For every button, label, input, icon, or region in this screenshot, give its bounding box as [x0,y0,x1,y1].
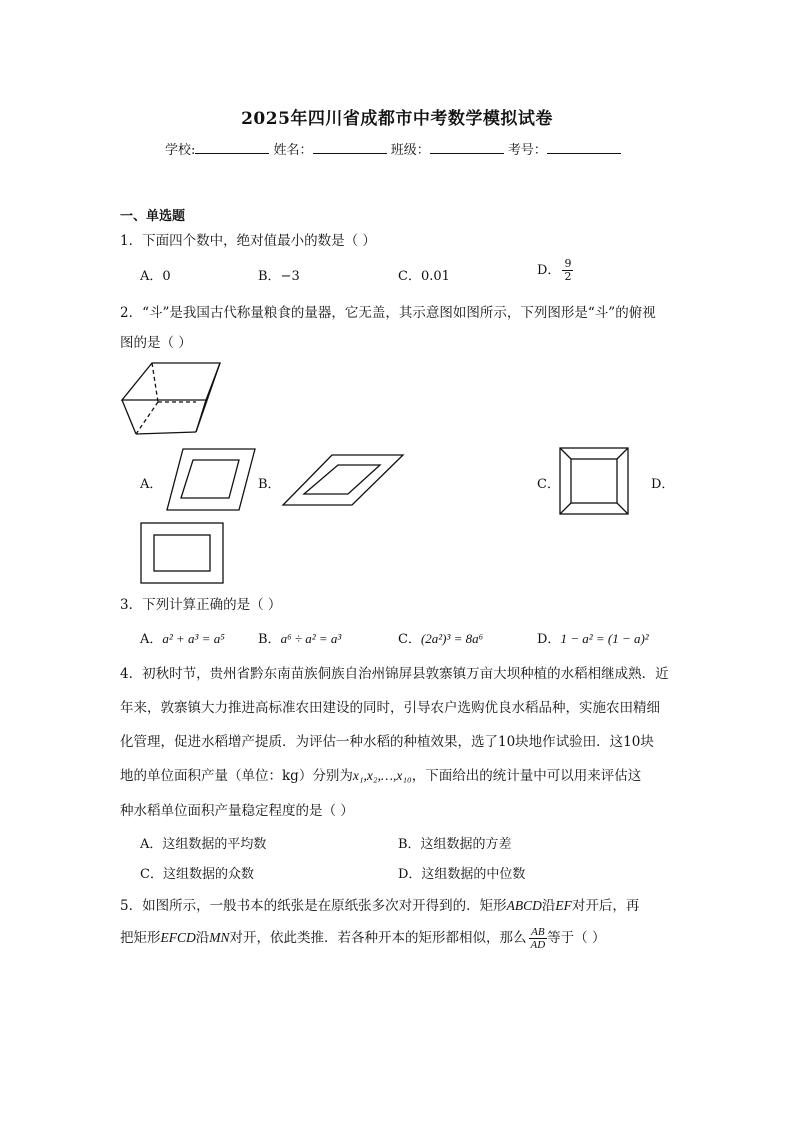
school-blank[interactable] [195,141,269,154]
question-4-line3: 化管理，促进水稻增产提质．为评估一种水稻的种植效果，选了10块地作试验田．这10块 [120,734,654,750]
q1-option-a: A．0 [140,269,171,284]
q2-option-b-label: B． [258,477,281,492]
q4-option-c: C．这组数据的众数 [140,867,254,882]
question-4-line2: 年来，敦寨镇大力推进高标准农田建设的同时，引导农户选购优良水稻品种，实施农田精细 [120,700,660,716]
q2-option-c-figure [558,446,630,516]
question-4-line5: 种水稻单位面积产量稳定程度的是（ ） [120,803,354,819]
fraction: $\frac{9}{2}$ [564,257,572,283]
q4-option-d: D．这组数据的中位数 [398,867,526,882]
section-heading: 一、单选题 [120,209,186,224]
outer-parallelogram [283,455,403,505]
question-5-line1: 5．如图所示，一般书本的纸张是在原纸张多次对开得到的．矩形ABCD沿EF对开后，再 [120,898,640,914]
q3-option-c: C．(2a²)³ = 8a⁶ [398,631,484,647]
q2-option-d-label: D． [651,477,675,492]
inner-rectangle [154,535,210,571]
outer-parallelogram [167,449,255,510]
class-blank[interactable] [430,141,504,154]
student-info-line [165,139,621,158]
fraction: $\frac{AB}{AD}$ [530,926,546,951]
name-label: 姓名： [273,143,313,158]
number-blank[interactable] [547,141,621,154]
hidden-edge [136,402,158,434]
question-3-stem: 3．下列计算正确的是（ ） [120,597,282,613]
vessel-edge [122,400,136,434]
q2-option-a-figure [163,446,259,514]
question-5-line2: 把矩形EFCD沿MN对开，依此类推．若各种开本的矩形都相似，那么 $\frac{AB}{AD}$ 等于（ ） [120,926,606,951]
question-2-stem-line2: 图的是（ ） [120,335,192,351]
page-title: 2025年四川省成都市中考数学模拟试卷 [241,109,553,129]
school-label: 学校: [165,143,196,158]
q2-option-a-label: A． [140,477,163,492]
name-blank[interactable] [313,141,387,154]
vessel-top-rim [122,363,220,400]
q3-option-b: B．a⁶ ÷ a² = a³ [258,631,342,647]
q2-option-b-figure [280,452,406,508]
question-4-line4: 地的单位面积产量（单位：kg）分别为x₁,x₂,…,x₁₀，下面给出的统计量中可以用来评估这 [120,768,642,784]
question-4-line1: 4．初秋时节，贵州省黔东南苗族侗族自治州锦屏县敦寨镇万亩大坝种植的水稻相继成熟．近 [120,666,669,682]
q3-option-a: A．a² + a³ = a⁵ [140,631,225,647]
inner-square [571,459,617,503]
q4-option-a: A．这组数据的平均数 [140,837,267,852]
inner-parallelogram [181,460,239,498]
q1-option-d: D． $\frac{9}{2}$ [537,257,572,283]
vessel-edge [136,432,196,434]
q1-option-b: B．−3 [258,269,300,284]
outer-rectangle [141,523,223,583]
class-label: 班级： [390,143,430,158]
question-2-stem-line1: 2．“斗”是我国古代称量粮食的量器，它无盖，其示意图如图所示，下列图形是“斗”的俯视 [120,305,656,321]
inner-parallelogram [304,465,380,494]
q2-option-d-figure [139,521,225,585]
q2-option-c-label: C． [537,477,560,492]
q1-option-c: C．0.01 [398,269,450,284]
hidden-edge [152,363,158,402]
vessel-edge [196,363,220,432]
q4-option-b: B．这组数据的方差 [398,837,512,852]
dou-vessel-figure [118,360,222,438]
question-1-stem: 1．下面四个数中，绝对值最小的数是（ ） [120,233,376,249]
number-label: 考号： [507,143,547,158]
q3-option-d: D．1 − a² = (1 − a)² [537,631,649,647]
